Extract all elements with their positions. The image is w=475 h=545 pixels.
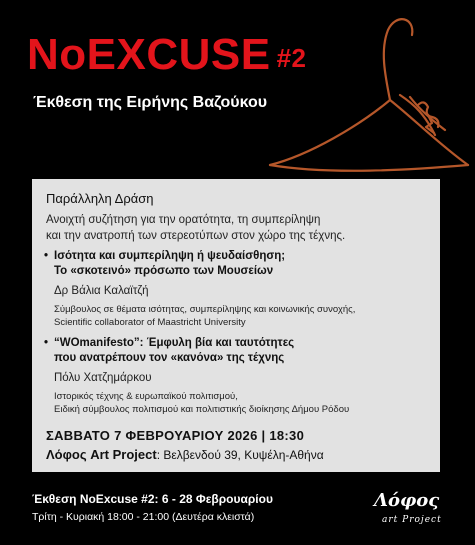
lofos-logo xyxy=(360,482,455,532)
talk1-role xyxy=(54,303,355,329)
talk1-title-line1: Ισότητα και συμπερίληψη ή ψευδαίσθηση; xyxy=(54,250,286,262)
event-venue xyxy=(46,447,324,462)
talk2-role-line2: Ειδική σύμβουλος πολιτισμού και πολιτιστικής διοίκησης Δήμου Ρόδου xyxy=(54,404,350,415)
talk1-role-line1: Σύμβουλος σε θέματα ισότητας, συμπερίληψης και κοινωνικής συνοχής, xyxy=(54,304,356,315)
venue-address: : Βελβενδού 39, Κυψέλη-Αθήνα xyxy=(156,448,324,462)
event-date: ΣΑΒΒΑΤΟ 7 ΦΕΒΡΟΥΑΡΙΟΥ 2026 | 18:30 xyxy=(46,428,305,443)
logo-line1: Λόφος xyxy=(374,490,440,511)
talk2-role-line1: Ιστορικός τέχνης & ευρωπαϊκού πολιτισμού, xyxy=(54,391,238,402)
opening-hours: Τρίτη - Κυριακή 18:00 - 21:00 (Δευτέρα κλειστά) xyxy=(32,511,255,523)
intro-line: και την ανατροπή των στερεοτύπων στον χώρο της τέχνης. xyxy=(46,230,346,242)
title-text: NoEXCUSE xyxy=(27,30,271,79)
bullet-icon: • xyxy=(44,337,49,349)
venue-name: Λόφος Art Project xyxy=(46,447,157,462)
page-subtitle: Έκθεση της Ειρήνης Βαζούκου xyxy=(33,94,268,111)
talk2-title-line1: “WOmanifesto”: Έμφυλη βία και ταυτότητες xyxy=(54,337,295,349)
talk1-title xyxy=(44,249,285,279)
parallel-event-panel xyxy=(32,179,440,472)
wire-hanger-icon xyxy=(240,5,475,185)
bullet-icon: • xyxy=(44,250,49,262)
exhibition-dates: Έκθεση NoExcuse #2: 6 - 28 Φεβρουαρίου xyxy=(32,492,273,506)
talk2-speaker: Πόλυ Χατζημάρκου xyxy=(54,372,152,384)
logo-line2: art Project xyxy=(382,515,442,525)
panel-intro xyxy=(46,212,431,244)
intro-line: Ανοιχτή συζήτηση για την ορατότητα, τη συμπερίληψη xyxy=(46,214,321,226)
panel-heading: Παράλληλη Δράση xyxy=(46,191,154,206)
talk1-speaker: Δρ Βάλια Καλαϊτζή xyxy=(54,285,149,297)
talk2-title-line2: που ανατρέπουν τον «κανόνα» της τέχνης xyxy=(54,352,285,364)
title-number: #2 xyxy=(276,43,307,73)
talk1-title-line2: Το «σκοτεινό» πρόσωπο των Μουσείων xyxy=(54,265,274,277)
talk1-role-line2: Scientific collaborator of Maastricht University xyxy=(54,317,246,328)
talk2-title xyxy=(44,336,294,366)
talk2-role xyxy=(54,390,349,416)
